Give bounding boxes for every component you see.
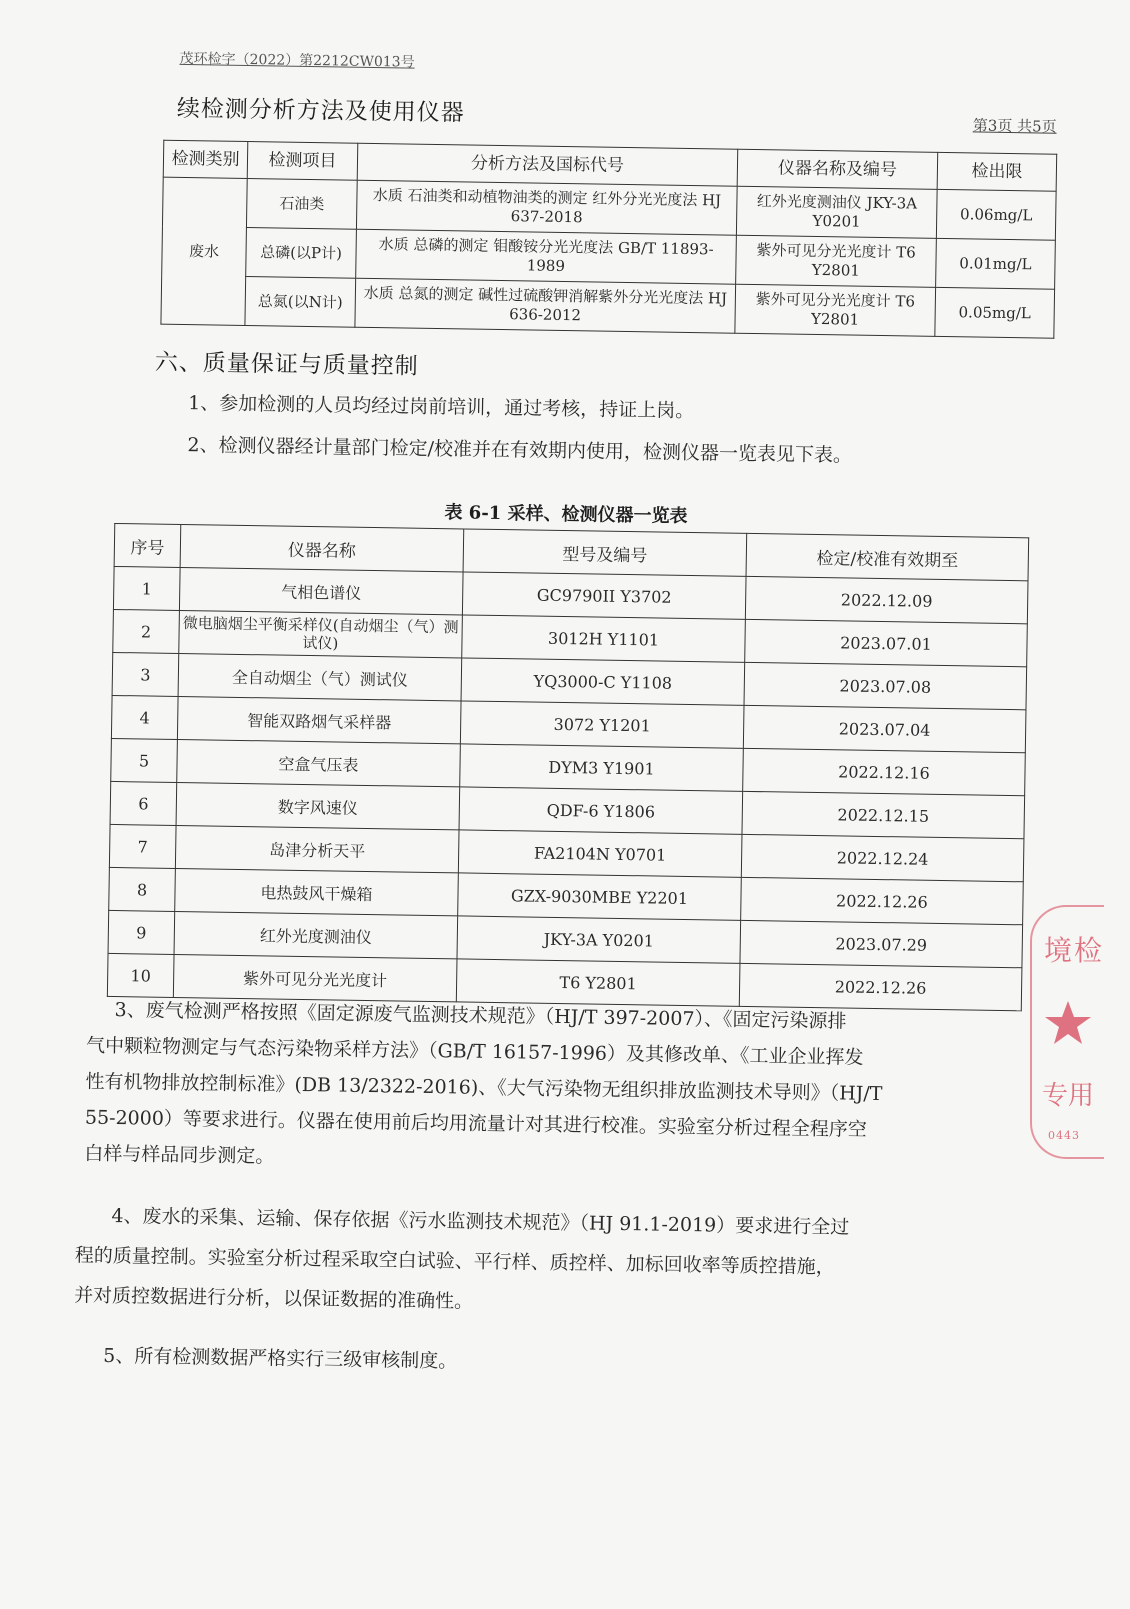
limit-cell: 0.05mg/L — [935, 287, 1055, 338]
no-cell: 1 — [113, 566, 180, 610]
valid-cell: 2022.12.24 — [741, 834, 1024, 881]
instrument-cell: 紫外可见分光光度计 T6 Y2801 — [736, 235, 937, 287]
report-number: 茂环检字（2022）第2212CW013号 — [179, 50, 415, 71]
name-cell: 微电脑烟尘平衡采样仪(自动烟尘（气）测试仪) — [179, 610, 463, 657]
no-cell: 10 — [107, 953, 174, 997]
valid-cell: 2022.12.26 — [741, 877, 1024, 924]
header-limit: 检出限 — [937, 152, 1057, 191]
qa-paragraph-5: 5、所有检测数据严格实行三级审核制度。 — [103, 1344, 458, 1373]
model-cell: T6 Y2801 — [456, 959, 740, 1006]
methods-table — [160, 140, 1057, 339]
instrument-table — [107, 523, 1029, 1011]
valid-cell: 2023.07.04 — [743, 705, 1026, 752]
header-category: 检测类别 — [163, 140, 248, 178]
valid-cell: 2022.12.15 — [742, 791, 1025, 838]
qa-paragraph-1: 1、参加检测的人员均经过岗前培训，通过考核，持证上岗。 — [188, 392, 695, 423]
no-cell: 3 — [112, 652, 179, 696]
name-cell: 空盒气压表 — [177, 739, 461, 786]
name-cell: 红外光度测油仪 — [174, 911, 458, 958]
header-no: 序号 — [114, 523, 181, 567]
valid-cell: 2023.07.01 — [745, 619, 1028, 666]
no-cell: 5 — [111, 738, 178, 782]
qa-paragraph-4-line-1: 4、废水的采集、运输、保存依据《污水监测技术规范》（HJ 91.1-2019）要求进行全过 — [111, 1205, 850, 1239]
no-cell: 9 — [108, 910, 175, 954]
qa-paragraph-3-line-3: 性有机物排放控制标准》(DB 13/2322-2016)、《大气污染物无组织排放监测技术导则》（HJ/T — [85, 1070, 883, 1106]
model-cell: FA2104N Y0701 — [458, 830, 742, 877]
qa-paragraph-3-line-2: 气中颗粒物测定与气态污染物采样方法》（GB/T 16157-1996）及其修改单、《工业企业挥发 — [85, 1034, 864, 1069]
model-cell: GZX-9030MBE Y2201 — [458, 873, 742, 920]
item-cell: 总磷(以P计) — [246, 228, 357, 279]
valid-cell: 2022.12.09 — [745, 576, 1028, 623]
header-instrument: 仪器名称及编号 — [737, 149, 938, 189]
qa-paragraph-3-line-5: 白样与样品同步测定。 — [84, 1142, 275, 1168]
no-cell: 4 — [111, 695, 178, 739]
header-item: 检测项目 — [247, 142, 358, 181]
valid-cell: 2023.07.29 — [740, 920, 1023, 967]
model-cell: 3072 Y1201 — [460, 701, 744, 748]
qa-paragraph-3-line-1: 3、废气检测严格按照《固定源废气监测技术规范》（HJ/T 397-2007）、《固定污染源排 — [114, 999, 847, 1033]
seal-text-top: 境检 — [1044, 934, 1105, 967]
item-cell: 石油类 — [246, 179, 357, 230]
model-cell: QDF-6 Y1806 — [459, 787, 743, 834]
header-method: 分析方法及国标代号 — [357, 143, 738, 186]
instrument-table-caption: 表 6-1 采样、检测仪器一览表 — [444, 502, 688, 527]
model-cell: GC9790II Y3702 — [462, 572, 746, 619]
limit-cell: 0.01mg/L — [936, 238, 1056, 289]
seal-code: 0443 — [1048, 1129, 1080, 1142]
instrument-cell: 紫外可见分光光度计 T6 Y2801 — [735, 284, 936, 336]
instrument-cell: 红外光度测油仪 JKY-3A Y0201 — [736, 186, 937, 238]
name-cell: 岛津分析天平 — [175, 825, 459, 872]
name-cell: 紫外可见分光光度计 — [173, 954, 457, 1001]
official-seal — [1030, 905, 1104, 1159]
star-icon — [1044, 999, 1092, 1047]
seal-text-bottom: 专用 — [1042, 1081, 1095, 1111]
no-cell: 8 — [109, 867, 176, 911]
valid-cell: 2022.12.16 — [743, 748, 1026, 795]
name-cell: 全自动烟尘（气）测试仪 — [178, 653, 462, 700]
no-cell: 2 — [113, 609, 180, 653]
qa-paragraph-3-line-4: 55-2000）等要求进行。仪器在使用前后均用流量计对其进行校准。实验室分析过程全程序空 — [84, 1106, 867, 1141]
item-cell: 总氮(以N计) — [245, 276, 356, 327]
method-cell: 水质 石油类和动植物油类的测定 红外分光光度法 HJ 637-2018 — [356, 180, 737, 235]
name-cell: 智能双路烟气采样器 — [177, 696, 461, 743]
method-cell: 水质 总氮的测定 碱性过硫酸钾消解紫外分光光度法 HJ 636-2012 — [355, 278, 736, 333]
method-cell: 水质 总磷的测定 钼酸铵分光光度法 GB/T 11893-1989 — [356, 229, 737, 284]
valid-cell: 2023.07.08 — [744, 662, 1027, 709]
name-cell: 电热鼓风干燥箱 — [175, 868, 459, 915]
name-cell: 气相色谱仪 — [179, 568, 463, 615]
no-cell: 7 — [109, 824, 176, 868]
category-cell: 废水 — [161, 177, 247, 325]
name-cell: 数字风速仪 — [176, 782, 460, 829]
model-cell: JKY-3A Y0201 — [457, 916, 741, 963]
qa-paragraph-2: 2、检测仪器经计量部门检定/校准并在有效期内使用，检测仪器一览表见下表。 — [187, 434, 853, 467]
model-cell: 3012H Y1101 — [462, 615, 746, 662]
header-model: 型号及编号 — [463, 529, 747, 576]
limit-cell: 0.06mg/L — [936, 189, 1056, 240]
qa-paragraph-4-line-3: 并对质控数据进行分析，以保证数据的准确性。 — [73, 1284, 474, 1313]
page-count: 第3页 共5页 — [972, 116, 1057, 136]
header-valid: 检定/校准有效期至 — [746, 533, 1029, 580]
qa-paragraph-4-line-2: 程的质量控制。实验室分析过程采取空白试验、平行样、质控样、加标回收率等质控措施， — [74, 1244, 835, 1279]
header-name: 仪器名称 — [180, 525, 464, 572]
qa-heading: 六、质量保证与质量控制 — [154, 349, 419, 380]
no-cell: 6 — [110, 781, 177, 825]
section-title: 续检测分析方法及使用仪器 — [176, 95, 465, 127]
model-cell: DYM3 Y1901 — [460, 744, 744, 791]
model-cell: YQ3000-C Y1108 — [461, 658, 745, 705]
valid-cell: 2022.12.26 — [739, 963, 1022, 1010]
